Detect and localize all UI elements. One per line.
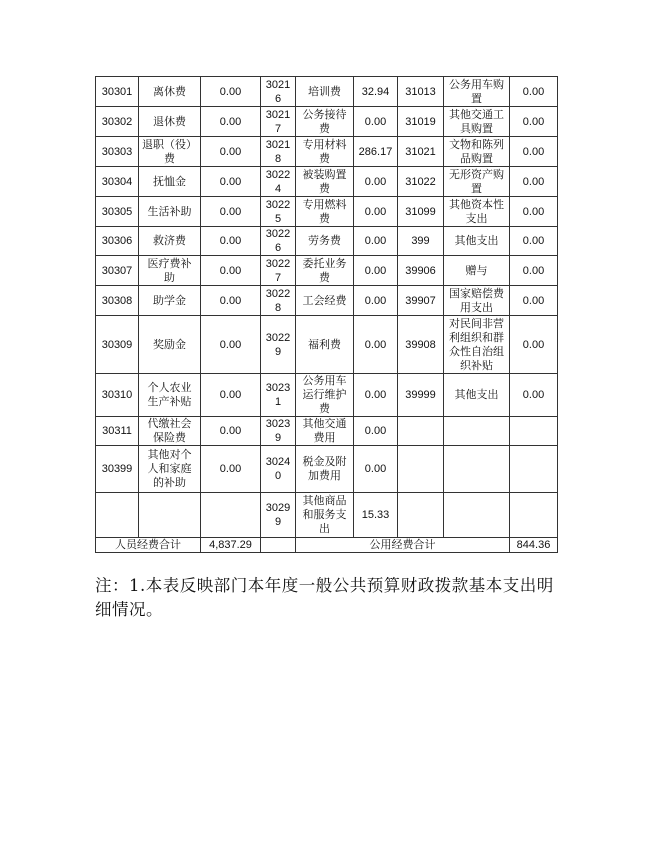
cell-amount: 0.00 <box>201 167 261 197</box>
cell-amount: 0.00 <box>354 374 398 417</box>
table-footnote: 注：1.本表反映部门本年度一般公共预算财政拨款基本支出明细情况。 <box>95 576 554 619</box>
cell-amount: 0.00 <box>201 316 261 374</box>
cell-econ-code: 3021 6 <box>261 77 296 107</box>
cell-econ-code: 3022 7 <box>261 256 296 286</box>
cell-amount: 0.00 <box>510 197 558 227</box>
cell-item-name: 委托业务 费 <box>296 256 354 286</box>
cell-amount: 0.00 <box>510 137 558 167</box>
cell-econ-code: 3021 7 <box>261 107 296 137</box>
cell-item-name: 其他支出 <box>444 374 510 417</box>
personnel-total-value: 4,837.29 <box>201 538 261 553</box>
cell-item-name: 专用材料 费 <box>296 137 354 167</box>
table-row <box>96 107 558 137</box>
cell-econ-code: 3022 5 <box>261 197 296 227</box>
cell-econ-code: 30399 <box>96 446 139 493</box>
cell-item-name: 其他交通工 具购置 <box>444 107 510 137</box>
table-row <box>96 227 558 256</box>
cell-amount: 0.00 <box>201 227 261 256</box>
cell-amount <box>510 493 558 538</box>
table-row <box>96 167 558 197</box>
cell-amount: 0.00 <box>354 286 398 316</box>
cell-amount: 15.33 <box>354 493 398 538</box>
cell-econ-code: 30308 <box>96 286 139 316</box>
cell-item-name: 无形资产购 置 <box>444 167 510 197</box>
cell-item-name: 救济费 <box>139 227 201 256</box>
cell-amount: 0.00 <box>201 197 261 227</box>
cell-item-name: 生活补助 <box>139 197 201 227</box>
cell-econ-code: 30309 <box>96 316 139 374</box>
cell-econ-code: 30306 <box>96 227 139 256</box>
public-total-label: 公用经费合计 <box>296 538 510 553</box>
table-row <box>96 197 558 227</box>
table-row <box>96 374 558 417</box>
cell-item-name: 其他商品 和服务支 出 <box>296 493 354 538</box>
cell-econ-code: 31021 <box>398 137 444 167</box>
cell-item-name: 被装购置 费 <box>296 167 354 197</box>
cell-econ-code: 3024 0 <box>261 446 296 493</box>
table-row <box>96 77 558 107</box>
cell-amount: 0.00 <box>354 316 398 374</box>
cell-econ-code: 39999 <box>398 374 444 417</box>
cell-item-name: 公务用车购 置 <box>444 77 510 107</box>
cell-item-name: 医疗费补 助 <box>139 256 201 286</box>
cell-amount: 0.00 <box>510 256 558 286</box>
cell-item-name: 代缴社会 保险费 <box>139 417 201 446</box>
cell-item-name: 抚恤金 <box>139 167 201 197</box>
cell-econ-code: 39907 <box>398 286 444 316</box>
cell-item-name: 专用燃料 费 <box>296 197 354 227</box>
cell-amount <box>510 446 558 493</box>
cell-amount: 0.00 <box>201 446 261 493</box>
cell-amount: 0.00 <box>510 374 558 417</box>
cell-amount: 0.00 <box>354 417 398 446</box>
cell-amount: 0.00 <box>201 77 261 107</box>
cell-econ-code: 30303 <box>96 137 139 167</box>
cell-amount: 0.00 <box>510 107 558 137</box>
cell-item-name: 退休费 <box>139 107 201 137</box>
cell-item-name <box>444 417 510 446</box>
cell-amount: 0.00 <box>354 197 398 227</box>
cell-amount: 0.00 <box>201 417 261 446</box>
cell-amount: 0.00 <box>354 256 398 286</box>
cell-econ-code: 30305 <box>96 197 139 227</box>
cell-econ-code: 30310 <box>96 374 139 417</box>
cell-econ-code: 399 <box>398 227 444 256</box>
cell-item-name: 工会经费 <box>296 286 354 316</box>
cell-amount: 0.00 <box>354 107 398 137</box>
cell-item-name: 培训费 <box>296 77 354 107</box>
cell-item-name: 公务接待 费 <box>296 107 354 137</box>
cell-econ-code: 39906 <box>398 256 444 286</box>
table-row <box>96 493 558 538</box>
cell-econ-code: 3022 9 <box>261 316 296 374</box>
cell-econ-code: 3029 9 <box>261 493 296 538</box>
cell-amount: 0.00 <box>510 316 558 374</box>
cell-item-name <box>139 493 201 538</box>
personnel-total-label: 人员经费合计 <box>96 538 201 553</box>
cell-econ-code: 3023 9 <box>261 417 296 446</box>
table-row <box>96 256 558 286</box>
table-row <box>96 417 558 446</box>
table-row <box>96 316 558 374</box>
public-total-value: 844.36 <box>510 538 558 553</box>
cell-item-name: 国家赔偿费 用支出 <box>444 286 510 316</box>
cell-item-name <box>444 446 510 493</box>
cell-amount: 0.00 <box>510 227 558 256</box>
cell-amount: 0.00 <box>510 167 558 197</box>
cell-amount <box>510 417 558 446</box>
cell-item-name: 对民间非营 利组织和群 众性自治组 织补贴 <box>444 316 510 374</box>
cell-item-name: 其他资本性 支出 <box>444 197 510 227</box>
cell-econ-code: 3023 1 <box>261 374 296 417</box>
cell-econ-code: 3022 6 <box>261 227 296 256</box>
cell-econ-code: 30304 <box>96 167 139 197</box>
cell-econ-code <box>398 417 444 446</box>
cell-amount: 0.00 <box>201 374 261 417</box>
cell-econ-code: 30301 <box>96 77 139 107</box>
cell-item-name: 助学金 <box>139 286 201 316</box>
cell-item-name: 其他对个 人和家庭 的补助 <box>139 446 201 493</box>
totals-spacer <box>261 538 296 553</box>
cell-econ-code: 31022 <box>398 167 444 197</box>
cell-econ-code: 31019 <box>398 107 444 137</box>
cell-amount: 0.00 <box>354 167 398 197</box>
cell-amount: 0.00 <box>201 137 261 167</box>
cell-econ-code: 3022 4 <box>261 167 296 197</box>
cell-amount: 32.94 <box>354 77 398 107</box>
cell-econ-code: 30302 <box>96 107 139 137</box>
cell-amount: 286.17 <box>354 137 398 167</box>
cell-econ-code <box>398 446 444 493</box>
cell-econ-code: 3022 8 <box>261 286 296 316</box>
cell-item-name: 个人农业 生产补贴 <box>139 374 201 417</box>
cell-econ-code: 39908 <box>398 316 444 374</box>
cell-item-name: 其他支出 <box>444 227 510 256</box>
cell-item-name: 其他交通 费用 <box>296 417 354 446</box>
cell-amount: 0.00 <box>510 77 558 107</box>
cell-amount: 0.00 <box>201 256 261 286</box>
cell-econ-code <box>398 493 444 538</box>
cell-item-name: 赠与 <box>444 256 510 286</box>
expenditure-detail-table <box>95 76 558 553</box>
cell-amount: 0.00 <box>354 227 398 256</box>
table-row <box>96 286 558 316</box>
cell-item-name: 退职（役） 费 <box>139 137 201 167</box>
cell-econ-code: 31013 <box>398 77 444 107</box>
cell-amount: 0.00 <box>201 286 261 316</box>
table-row <box>96 137 558 167</box>
cell-item-name: 文物和陈列 品购置 <box>444 137 510 167</box>
cell-item-name: 福利费 <box>296 316 354 374</box>
cell-econ-code: 31099 <box>398 197 444 227</box>
cell-amount <box>201 493 261 538</box>
cell-item-name: 劳务费 <box>296 227 354 256</box>
table-row <box>96 446 558 493</box>
cell-item-name: 奖励金 <box>139 316 201 374</box>
cell-amount: 0.00 <box>510 286 558 316</box>
cell-econ-code: 3021 8 <box>261 137 296 167</box>
cell-item-name: 税金及附 加费用 <box>296 446 354 493</box>
cell-item-name <box>444 493 510 538</box>
cell-item-name: 公务用车 运行维护 费 <box>296 374 354 417</box>
cell-amount: 0.00 <box>201 107 261 137</box>
cell-econ-code: 30311 <box>96 417 139 446</box>
cell-item-name: 离休费 <box>139 77 201 107</box>
cell-amount: 0.00 <box>354 446 398 493</box>
cell-econ-code <box>96 493 139 538</box>
totals-row <box>96 538 558 553</box>
cell-econ-code: 30307 <box>96 256 139 286</box>
